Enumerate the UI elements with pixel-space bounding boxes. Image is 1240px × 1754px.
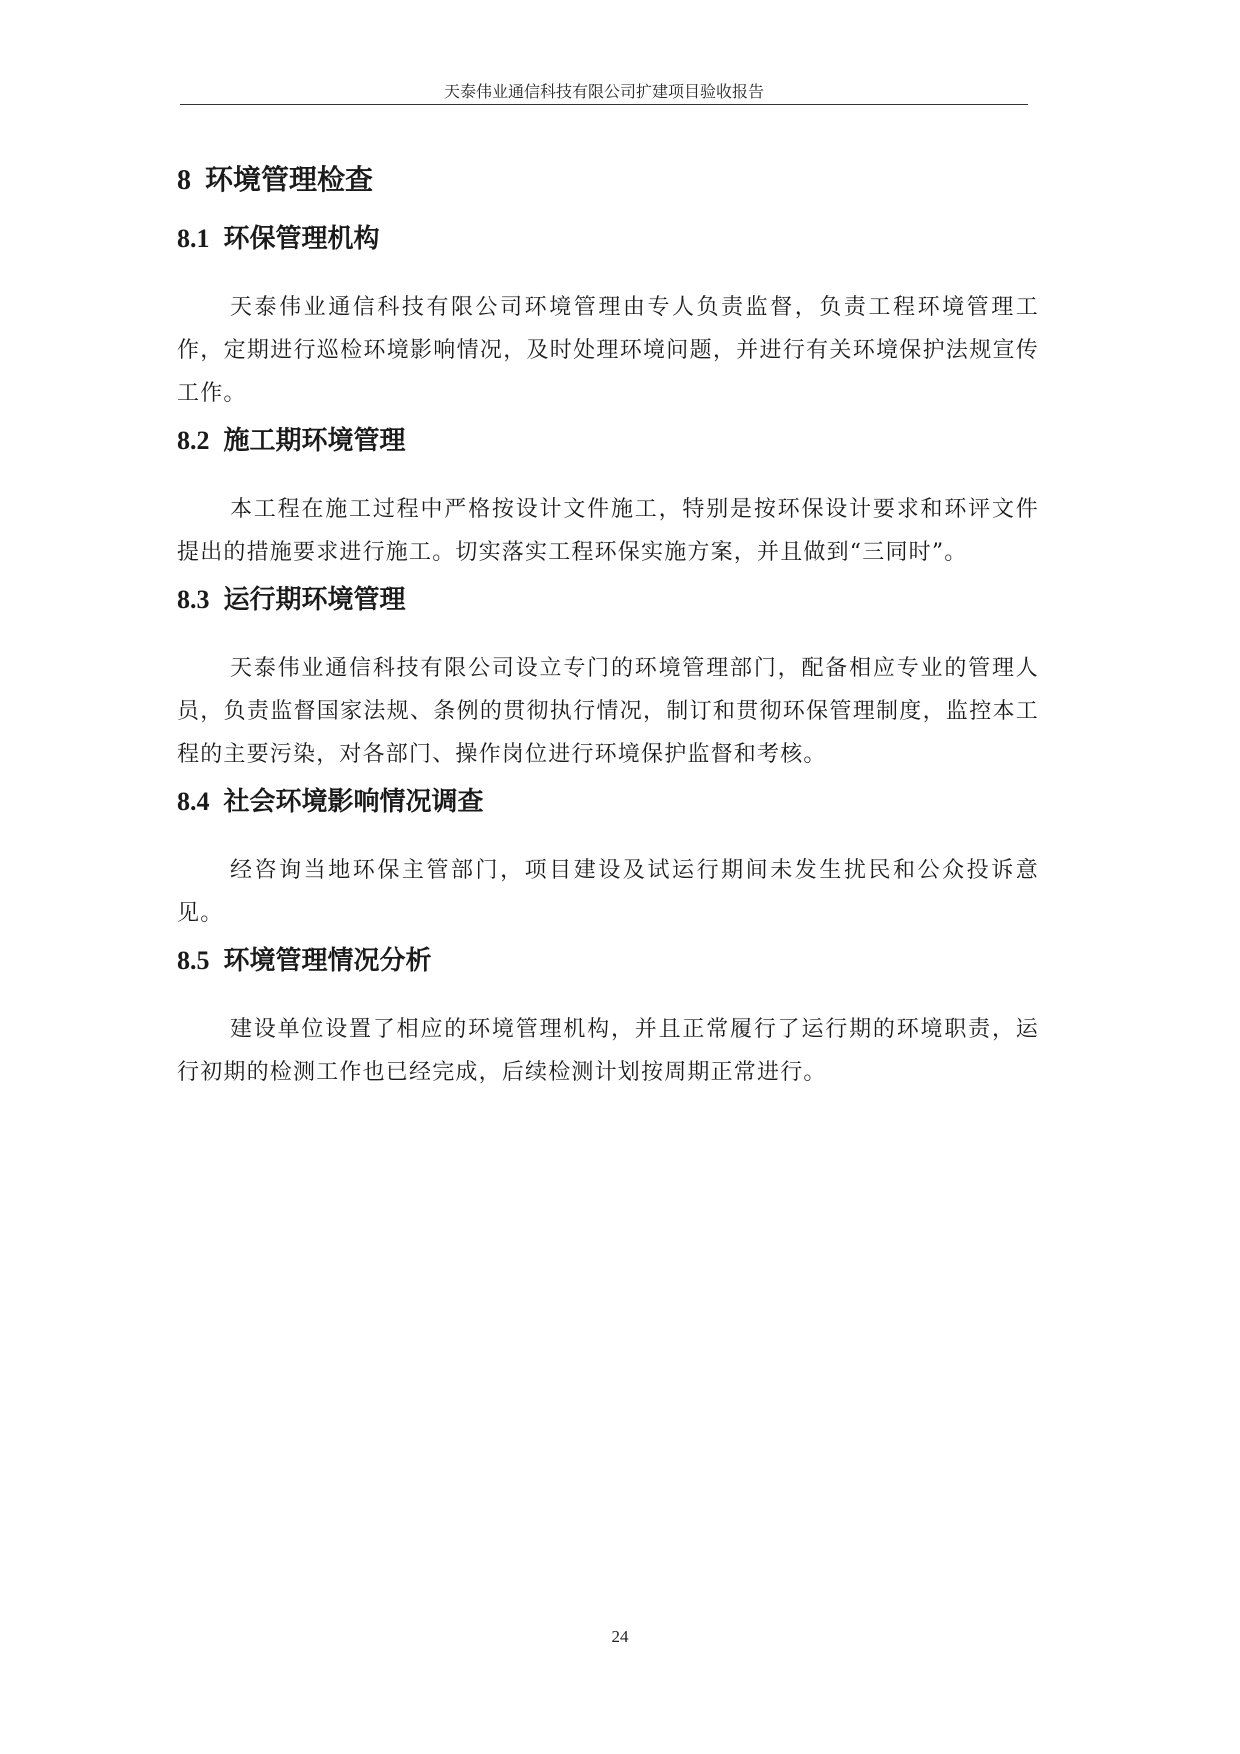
chapter-heading <box>177 160 1039 201</box>
section-number: 8.2 <box>177 426 210 455</box>
section-body-8-1: 天泰伟业通信科技有限公司环境管理由专人负责监督，负责工程环境管理工作，定期进行巡检环境影响情况，及时处理环境问题，并进行有关环境保护法规宣传工作。 <box>177 295 1039 406</box>
section-title: 施工期环境管理 <box>223 426 406 456</box>
section-number: 8.1 <box>177 224 210 253</box>
section-body-8-5: 建设单位设置了相应的环境管理机构，并且正常履行了运行期的环境职责，运行初期的检测工作也已经完成，后续检测计划按周期正常进行。 <box>177 1017 1039 1085</box>
section-body-8-3: 天泰伟业通信科技有限公司设立专门的环境管理部门，配备相应专业的管理人员，负责监督国家法规、条例的贯彻执行情况，制订和贯彻环保管理制度，监控本工程的主要污染，对各部门、操作岗位进行环境保护监督和考核。 <box>177 656 1039 767</box>
section-number: 8.4 <box>177 787 210 816</box>
chapter-title: 环境管理检查 <box>205 163 374 196</box>
section-heading-8-4 <box>177 783 1039 821</box>
section-title: 环境管理情况分析 <box>223 946 432 976</box>
section-body-8-2: 本工程在施工过程中严格按设计文件施工，特别是按环保设计要求和环评文件提出的措施要求进行施工。切实落实工程环保实施方案，并且做到“三同时”。 <box>177 497 1039 565</box>
running-header: 天泰伟业通信科技有限公司扩建项目验收报告 <box>443 82 764 101</box>
header-rule <box>180 104 1028 105</box>
section-heading-8-2 <box>177 422 1039 460</box>
section-body-8-4: 经咨询当地环保主管部门，项目建设及试运行期间未发生扰民和公众投诉意见。 <box>177 858 1039 926</box>
section-number: 8.5 <box>177 946 210 975</box>
section-title: 运行期环境管理 <box>223 585 406 615</box>
page-number: 24 <box>611 1627 629 1646</box>
section-number: 8.3 <box>177 585 210 614</box>
section-heading-8-3 <box>177 581 1039 619</box>
page-content <box>177 160 1039 1101</box>
section-heading-8-1 <box>177 220 1039 258</box>
chapter-number: 8 <box>177 165 191 196</box>
section-title: 环保管理机构 <box>223 224 380 254</box>
section-heading-8-5 <box>177 942 1039 980</box>
section-title: 社会环境影响情况调查 <box>223 787 484 817</box>
